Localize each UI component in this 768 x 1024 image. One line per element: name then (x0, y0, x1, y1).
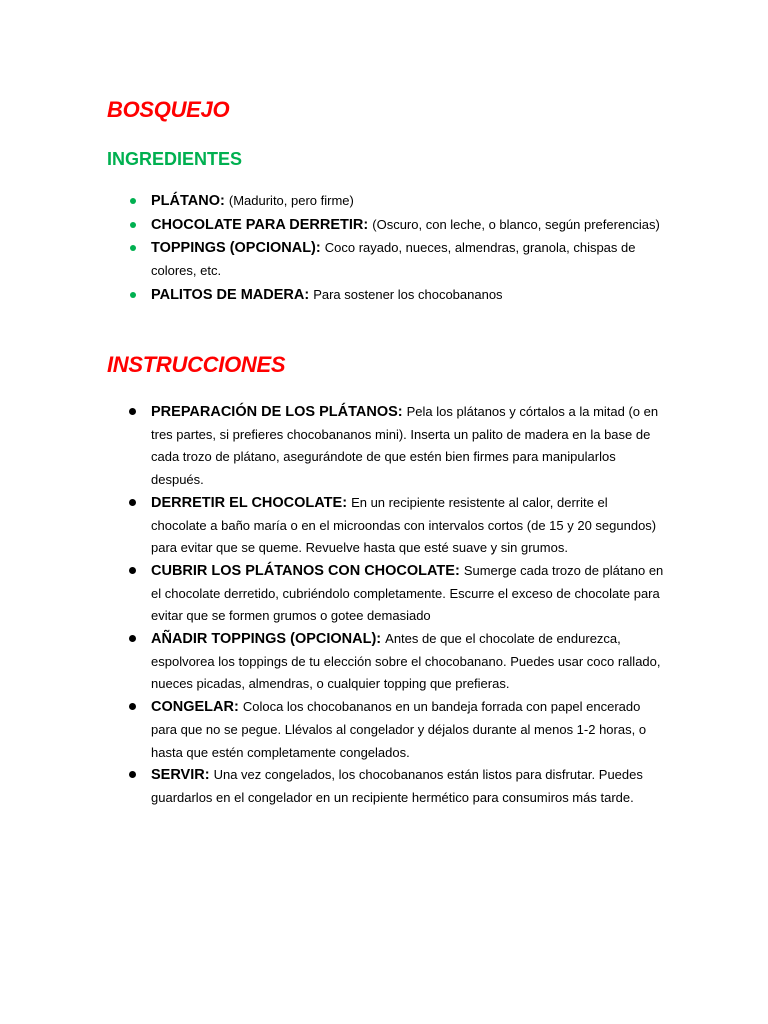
instruction-term: AÑADIR TOPPINGS (OPCIONAL): (151, 631, 386, 648)
instructions-heading: INSTRUCCIONES (107, 352, 286, 377)
bullet-icon (129, 703, 136, 710)
instruction-item (151, 696, 666, 764)
instruction-item (151, 492, 666, 560)
ingredient-text: (Madurito, pero firme) (228, 193, 354, 208)
bullet-icon (129, 771, 136, 778)
instruction-text: Coloca los chocobananos en un bandeja forrada con papel encerado para que no se pegue. Llévalos al congelador y déjalos durante al menos 1-2 horas, o hasta que estén completamente congelados. (151, 699, 647, 760)
bullet-icon (130, 245, 136, 251)
instruction-item (151, 560, 666, 628)
ingredient-item (151, 214, 666, 237)
ingredient-term: CHOCOLATE PARA DERRETIR: (151, 216, 373, 233)
bullet-icon (130, 292, 136, 298)
bullet-icon (130, 222, 136, 228)
bullet-icon (129, 408, 136, 415)
bullet-icon (129, 499, 136, 506)
ingredient-term: PALITOS DE MADERA: (151, 286, 314, 303)
instruction-text: Antes de que el chocolate de endurezca, espolvorea los toppings de tu elección sobre el chocobanano. Puedes usar coco rallado, nueces picadas, almendras, o cualquier topping que prefieras. (151, 631, 661, 692)
ingredient-item (151, 190, 666, 213)
instruction-text: En un recipiente resistente al calor, derrite el chocolate a baño maría o en el microondas con intervalos cortos (de 15 y 20 segundos) para evitar que se queme. Revuelve hasta que esté suave y sin grumos. (151, 494, 657, 556)
instruction-term: CONGELAR: (151, 699, 243, 716)
document-title: BOSQUEJO (107, 97, 230, 122)
instruction-item (151, 401, 666, 492)
ingredient-term: TOPPINGS (OPCIONAL): (151, 240, 325, 257)
instruction-item (151, 628, 666, 696)
instruction-text: Una vez congelados, los chocobananos están listos para disfrutar. Puedes guardarlos en el congelador en un recipiente hermético para consumiros más tarde. (151, 767, 643, 805)
instructions-list (151, 401, 666, 810)
ingredient-term: PLÁTANO: (151, 193, 229, 209)
instruction-term: CUBRIR LOS PLÁTANOS CON CHOCOLATE: (151, 562, 464, 579)
bullet-icon (129, 635, 136, 642)
instruction-term: DERRETIR EL CHOCOLATE: (151, 494, 352, 511)
ingredients-list (151, 190, 666, 307)
instruction-text: Pela los plátanos y córtalos a la mitad (o en tres partes, si prefieres chocobananos mini). Inserta un palito de madera en la base de cada trozo de plátano, asegurándote de que estén bien firmes para manipularlos después. (151, 404, 659, 488)
bullet-icon (130, 198, 136, 204)
ingredient-text: Para sostener los chocobananos (313, 286, 503, 302)
bullet-icon (129, 567, 136, 574)
ingredients-heading: INGREDIENTES (107, 149, 243, 169)
instruction-item (151, 764, 666, 809)
ingredient-text: Coco rayado, nueces, almendras, granola, chispas de colores, etc. (151, 240, 636, 279)
instruction-term: SERVIR: (151, 767, 214, 784)
ingredient-item (151, 284, 666, 307)
ingredient-item (151, 237, 666, 282)
instruction-text: Sumerge cada trozo de plátano en el chocolate derretido, cubriéndolo completamente. Escurre el exceso de chocolate para evitar que se formen grumos o gotee demasiado (151, 562, 664, 624)
instruction-term: PREPARACIÓN DE LOS PLÁTANOS: (151, 404, 407, 420)
ingredient-text: (Oscuro, con leche, o blanco, según preferencias) (372, 216, 660, 232)
